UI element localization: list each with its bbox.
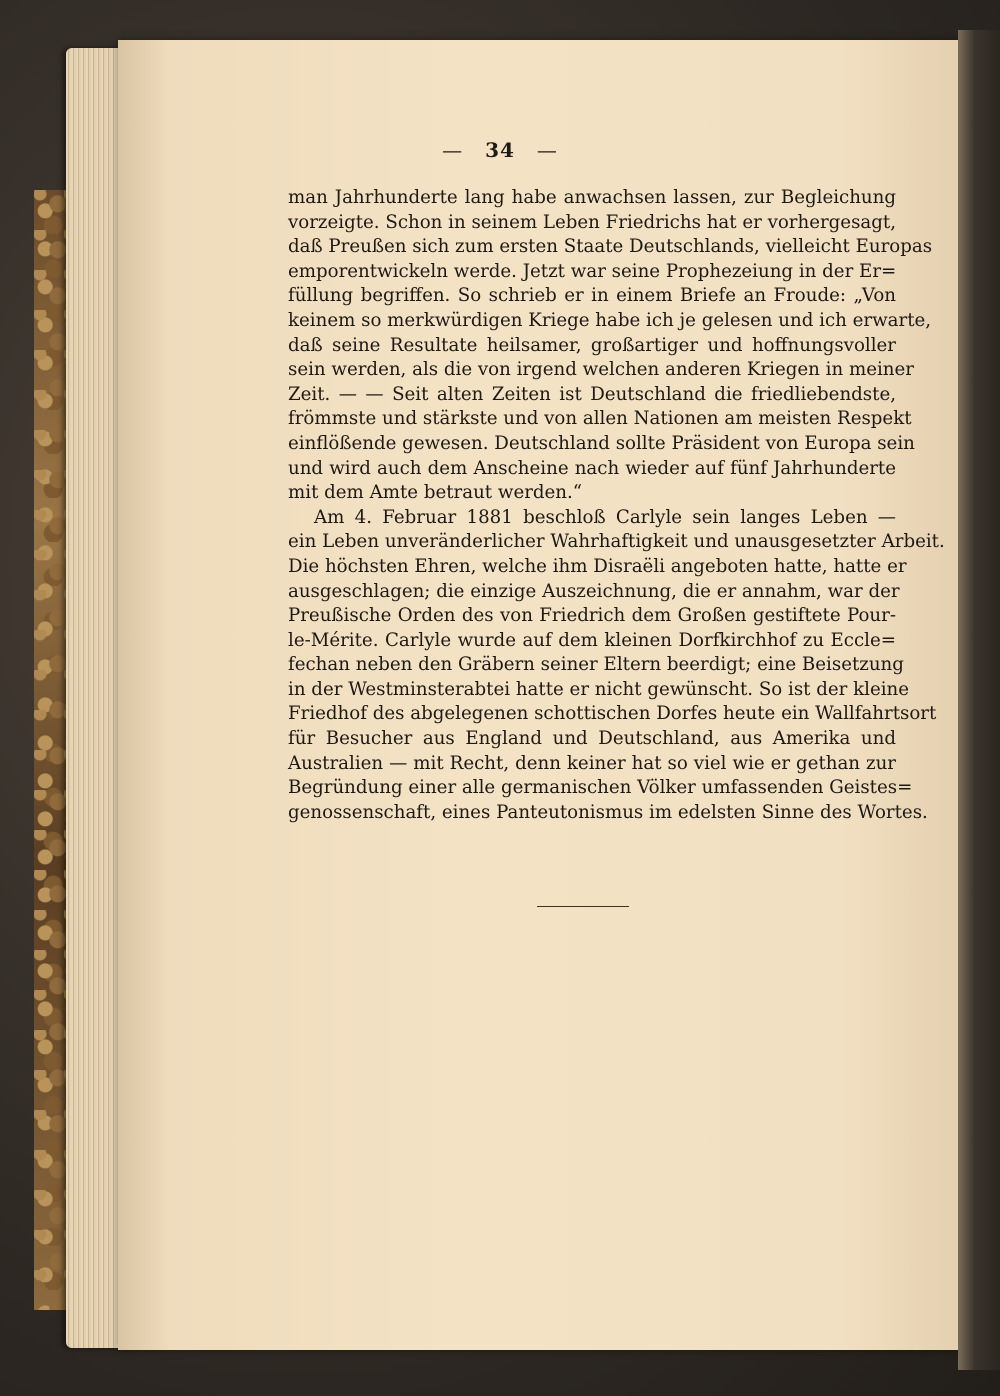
text-line: vorzeigte. Schon in seinem Leben Friedrichs hat er vorhergesagt, [288, 211, 896, 233]
text-line: Australien — mit Recht, denn keiner hat so viel wie er gethan zur [288, 752, 896, 774]
text-line: sein werden, als die von irgend welchen anderen Kriegen in meiner [288, 359, 914, 381]
body-text [288, 186, 945, 825]
text-line: keinem so merkwürdigen Kriege habe ich je gelesen und ich erwarte, [288, 309, 932, 331]
text-line: frömmste und stärkste und von allen Nationen am meisten Respekt [288, 408, 912, 430]
section-end-rule [537, 906, 629, 907]
text-line: genossenschaft, eines Panteutonismus im edelsten Sinne des Wortes. [288, 801, 928, 823]
text-line: und wird auch dem Anscheine nach wieder auf fünf Jahrhunderte [288, 457, 896, 479]
text-line: ein Leben unveränderlicher Wahrhaftigkeit und unausgesetzter Arbeit. [288, 531, 945, 553]
text-line: Zeit. — — Seit alten Zeiten ist Deutschland die friedliebendste, [288, 383, 896, 405]
text-line: man Jahrhunderte lang habe anwachsen lassen, zur Begleichung [288, 187, 896, 208]
text-line: Begründung einer alle germanischen Völker umfassenden Geistes= [288, 777, 913, 799]
text-line: Die höchsten Ehren, welche ihm Disraëli angeboten hatte, hatte er [288, 555, 907, 577]
text-line: le-Mérite. Carlyle wurde auf dem kleinen Dorfkirchhof zu Eccle= [288, 629, 896, 651]
page-number-value: 34 [485, 138, 515, 162]
text-line: fechan neben den Gräbern seiner Eltern beerdigt; eine Beisetzung [288, 654, 904, 676]
binding-shadow [958, 30, 1000, 1370]
text-line: emporentwickeln werde. Jetzt war seine Prophezeiung in der Er= [288, 260, 897, 282]
text-line: daß Preußen sich zum ersten Staate Deutschlands, vielleicht Europas [288, 236, 933, 258]
text-line: daß seine Resultate heilsamer, großartiger und hoffnungsvoller [288, 334, 896, 356]
text-line: mit dem Amte betraut werden.“ [288, 482, 583, 504]
page-number-dash-left: — [442, 138, 464, 162]
text-line: ausgeschlagen; die einzige Auszeichnung, die er annahm, war der [288, 580, 900, 602]
text-line: füllung begriffen. So schrieb er in einem Briefe an Froude: „Von [288, 285, 896, 307]
text-line: Friedhof des abgelegenen schottischen Dorfes heute ein Wallfahrtsort [288, 703, 937, 725]
text-line: einflößende gewesen. Deutschland sollte Präsident von Europa sein [288, 432, 915, 454]
page-number-dash-right: — [536, 138, 558, 162]
page-number [0, 138, 1000, 162]
text-line: für Besucher aus England und Deutschland, aus Amerika und [288, 728, 896, 750]
text-line: Am 4. Februar 1881 beschloß Carlyle sein langes Leben — [314, 506, 896, 528]
text-line: in der Westminsterabtei hatte er nicht gewünscht. So ist der kleine [288, 678, 910, 700]
text-line: Preußische Orden des von Friedrich dem Großen gestiftete Pour- [288, 605, 896, 627]
